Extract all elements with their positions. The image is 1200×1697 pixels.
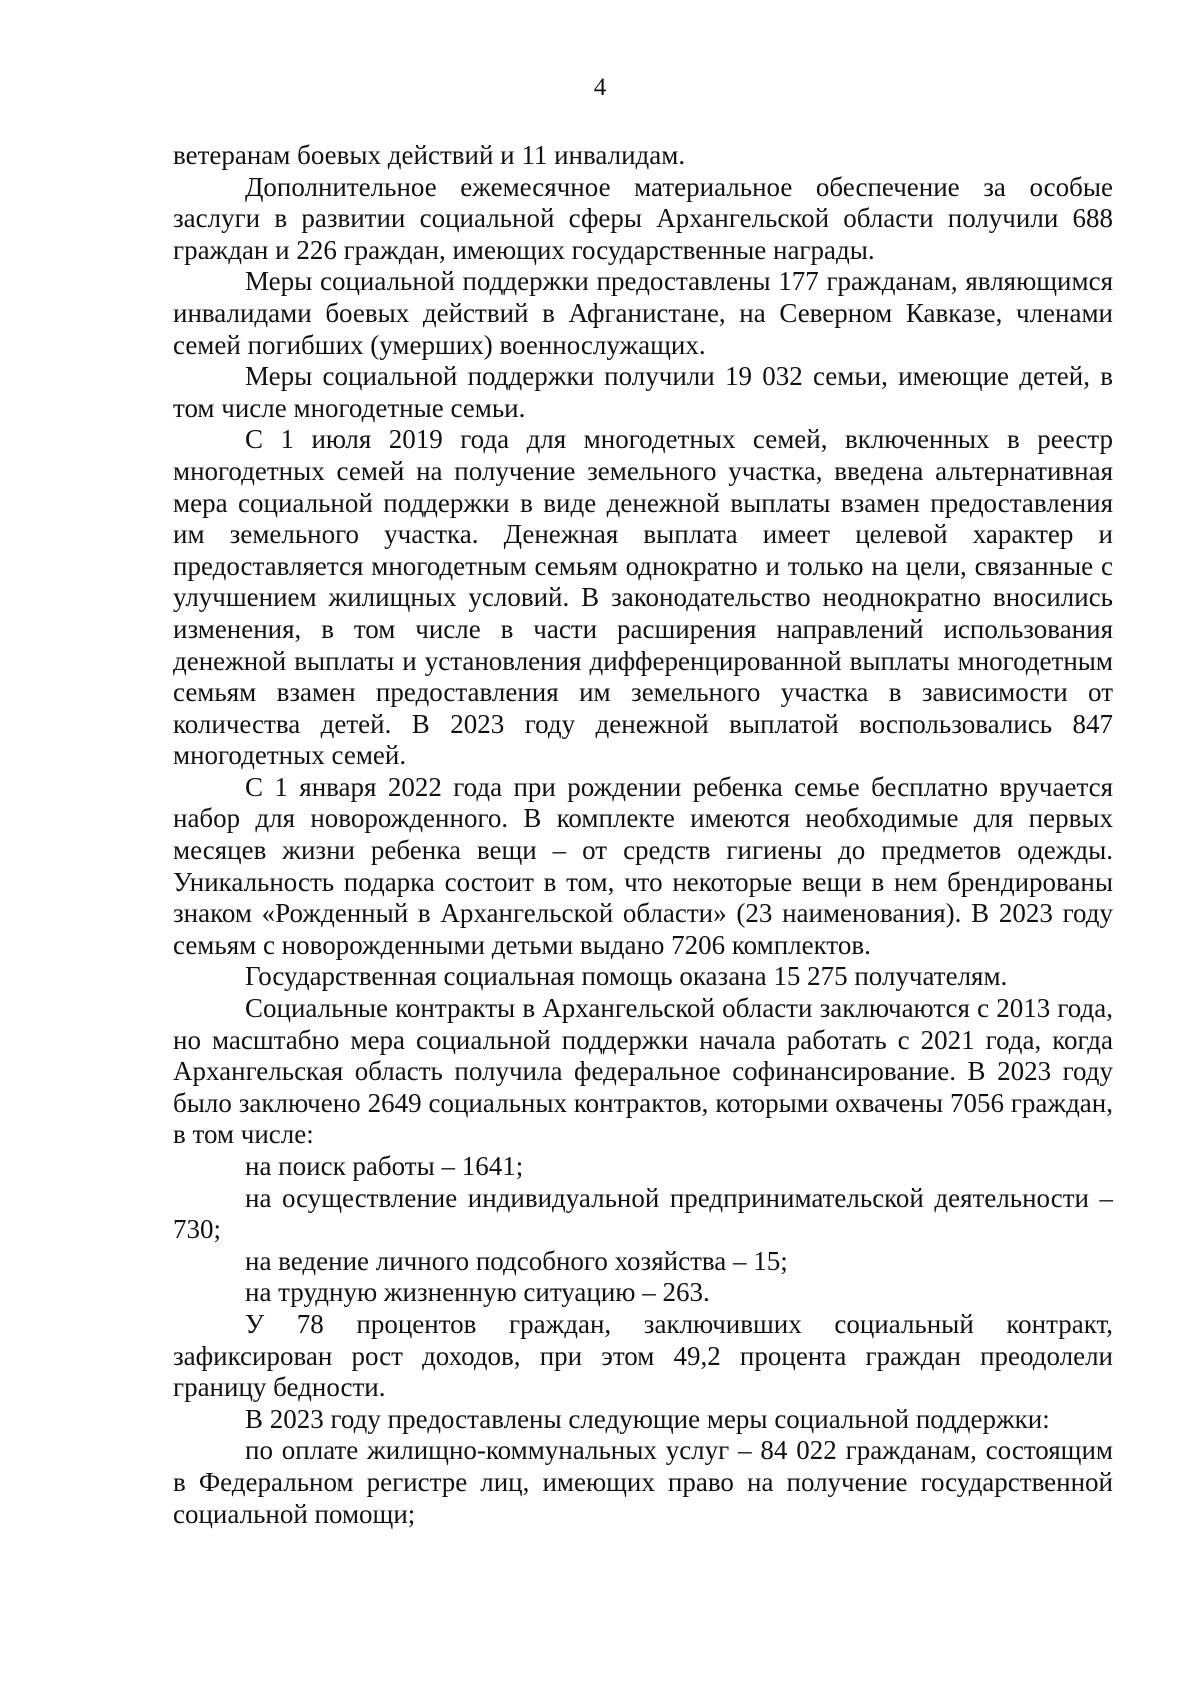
- paragraph-1: ветеранам боевых действий и 11 инвалидам.: [173, 140, 686, 170]
- paragraph-11: по оплате жилищно-коммунальных услуг – 84 022 гражданам, состоящим в Федеральном регистре лиц, имеющих право на получение государственной социальной помощи;: [173, 1435, 1113, 1529]
- list-item-hardship: на трудную жизненную ситуацию – 263.: [245, 1277, 710, 1308]
- list-item-job-search: на поиск работы – 1641;: [245, 1151, 524, 1181]
- paragraph-8: Социальные контракты в Архангельской области заключаются с 2013 года, но масштабно мера социальной поддержки начала работать с 2021 года, когда Архангельская область получила федеральное софинансирование. В 2023 году было заключено 2649 социальных контрактов, которыми охвачены 7056 граждан, в том числе:: [173, 993, 1113, 1150]
- page-number: 4: [593, 74, 607, 101]
- list-item-entrepreneurship: на осуществление индивидуальной предпринимательской деятельности – 730;: [173, 1182, 1113, 1245]
- paragraph-7: Государственная социальная помощь оказана 15 275 получателям.: [245, 961, 1008, 992]
- paragraph-3: Меры социальной поддержки предоставлены 177 гражданам, являющимся инвалидами боевых действий в Афганистане, на Северном Кавказе, членами семей погибших (умерших) военнослужащих.: [173, 266, 1113, 360]
- paragraph-10: В 2023 году предоставлены следующие меры социальной поддержки:: [245, 1403, 1050, 1434]
- document-body: [173, 140, 1113, 1530]
- paragraph-9: У 78 процентов граждан, заключивших социальный контракт, зафиксирован рост доходов, при этом 49,2 процента граждан преодолели границу бедности.: [173, 1308, 1113, 1403]
- paragraph-6: С 1 января 2022 года при рождении ребенка семье бесплатно вручается набор для новорожденного. В комплекте имеются необходимые для первых месяцев жизни ребенка вещи – от средств гигиены до предметов одежды. Уникальность подарка состоит в том, что некоторые вещи в нем брендированы знаком «Рожденный в Архангельской области» (23 наименования). В 2023 году семьям с новорожденными детьми выдано 7206 комплектов.: [173, 771, 1113, 960]
- list-item-household: на ведение личного подсобного хозяйства – 15;: [245, 1245, 788, 1276]
- paragraph-4: Меры социальной поддержки получили 19 032 семьи, имеющие детей, в том числе многодетные семьи.: [173, 361, 1113, 423]
- paragraph-2: Дополнительное ежемесячное материальное обеспечение за особые заслуги в развитии социальной сферы Архангельской области получили 688 граждан и 226 граждан, имеющих государственные награды.: [173, 171, 1113, 265]
- paragraph-5: С 1 июля 2019 года для многодетных семей, включенных в реестр многодетных семей на получение земельного участка, введена альтернативная мера социальной поддержки в виде денежной выплаты взамен предоставления им земельного участка. Денежная выплата имеет целевой характер и предоставляется многодетным семьям однократно и только на цели, связанные с улучшением жилищных условий. В законодательство неоднократно вносились изменения, в том числе в части расширения направлений использования денежной выплаты и установления дифференцированной выплаты многодетным семьям взамен предоставления им земельного участка в зависимости от количества детей. В 2023 году денежной выплатой воспользовались 847 многодетных семей.: [173, 424, 1113, 771]
